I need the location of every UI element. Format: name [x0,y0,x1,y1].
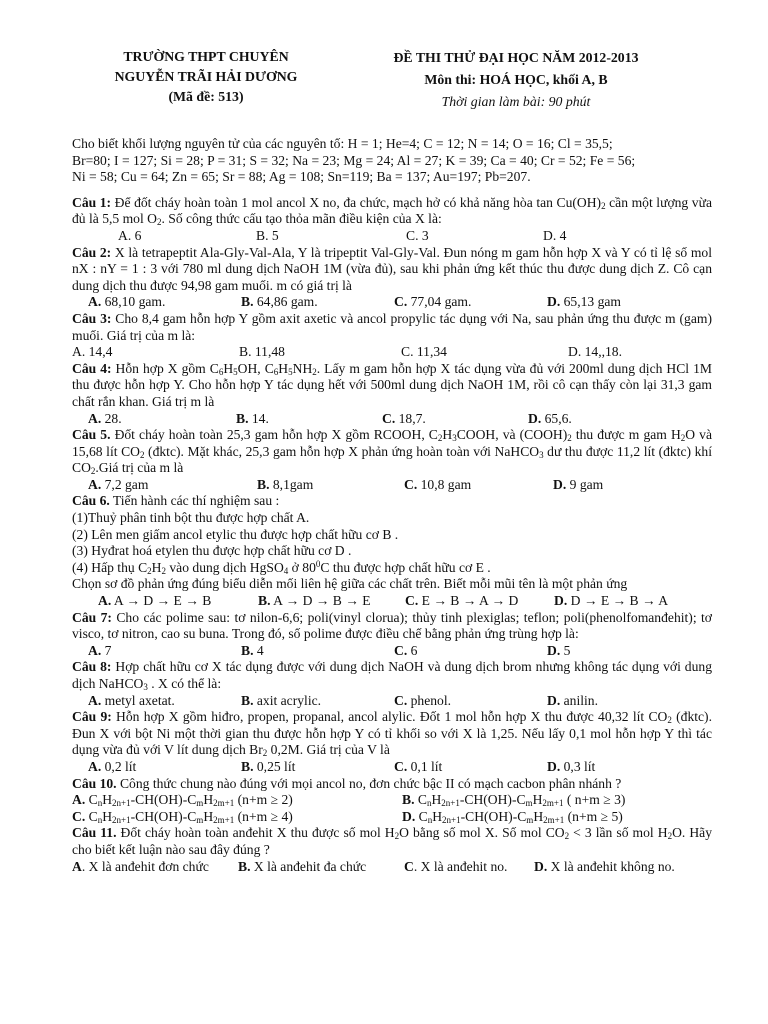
option-d[interactable] [402,809,623,826]
experiment-line: (2) Lên men giấm ancol etylic thu được hợp chất hữu cơ B . [72,526,399,542]
subscript: 2 [564,831,570,842]
option-label: B. [241,642,254,658]
option-label: B. [238,858,251,874]
option-b[interactable]: B. 5 [256,227,279,243]
option-d[interactable] [547,759,595,776]
question-4 [72,361,712,427]
question-text: Đốt cháy hoàn toàn anđehit X thu được số mol H [116,825,395,841]
question-label: Câu 4: [72,360,112,376]
option-text: X là anđehit đa chức [250,858,367,874]
option-b[interactable] [241,643,394,660]
option-d[interactable]: D. 14,,18. [568,344,622,360]
question-text: O và 15,68 lít CO [72,427,713,459]
option-label: B. [236,410,249,426]
atomic-mass-intro [72,136,712,186]
option-a[interactable] [98,593,258,610]
formula: H [432,808,443,824]
option-a[interactable] [88,477,257,494]
subscript: 2n+1 [441,798,460,809]
subscript: n [97,814,103,825]
option-label: C. [72,808,86,824]
exam-code: (Mã đề: 513) [168,89,244,104]
option-text: 0,2 lít [101,758,137,774]
question-5 [72,427,712,493]
option-text: 0,1 lít [407,758,443,774]
subscript: 5 [233,366,238,377]
option-label: B. [241,758,254,774]
intro-line: Cho biết khối lượng nguyên tử của các nguyên tố: H = 1; He=4; C = 12; N = 14; O = 16; Cl = 35,5; [72,136,613,151]
question-text: Cho 8,4 gam hỗn hợp Y gồm axit axetic và ancol propylic tác dụng với Na, sau phản ứng thu được m (gam) muối. Giá trị của m là: [72,310,712,343]
exam-title: ĐỀ THI THỬ ĐẠI HỌC NĂM 2012-2013 [393,50,639,65]
option-b[interactable] [258,593,405,610]
experiment-line: (1)Thuỷ phân tinh bột thu được hợp chất A. [72,510,310,526]
question-label: Câu 2: [72,244,112,260]
subscript: m [196,814,204,825]
option-label: D. [402,808,416,824]
option-text: 18,7. [395,410,426,426]
question-text: H [442,427,453,443]
option-text: 7,2 gam [101,476,149,492]
option-text: metyl axetat. [101,692,175,708]
formula: -CH(OH)-C [130,808,197,824]
option-text: 5 [560,642,571,658]
option-label: A. [88,692,102,708]
option-c[interactable] [72,809,402,826]
formula: H [102,808,113,824]
formula: C [414,792,427,808]
subscript: 2n+1 [112,814,131,825]
option-label: A. [88,410,102,426]
subscript: 2 [680,433,686,444]
subscript: n [427,814,433,825]
subscript: 2m+1 [213,798,235,809]
option-label: D. [553,476,567,492]
question-text: Hợp chất hữu cơ X tác dụng được với dung dịch NaOH và dung dịch brom nhưng không tác dụng với dung dịch NaHCO [72,659,712,691]
option-a[interactable]: A. 6 [118,227,142,243]
option-label: D. [528,410,542,426]
question-text: thu được m gam H [571,427,681,443]
exam-subject: Môn thi: HOÁ HỌC, khối A, B [424,72,608,87]
intro-line: Ni = 58; Cu = 64; Zn = 65; Sr = 88; Ag = 108; Sn=119; Ba = 137; Au=197; Pb=207. [72,169,531,185]
subscript: 3 [452,433,457,444]
option-label: B. [241,692,254,708]
question-text: Cho các polime sau: tơ nilon-6,6; poli(vinyl clorua); thủy tinh plexiglas; teflon; poli(phenolfomanđehit); tơ visco, tơ nitron, cao su buna. Trong đó, số polime được điều chế bằng phản ứng trùng hợp là: [72,609,712,642]
intro-line: Br=80; I = 127; Si = 28; P = 31; S = 32; Na = 23; Mg = 24; Al = 27; K = 39; Ca = 40; Cr = 52; Fe = 56; [72,152,636,168]
subscript: 2n+1 [112,798,131,809]
option-text: E → B → A → D [418,593,519,609]
option-text: 8,1gam [269,476,314,492]
question-text: O bằng số mol X. Số mol CO [399,825,565,841]
option-c[interactable] [394,759,547,776]
option-text: A → D → B → E [270,593,371,609]
subscript: 2 [567,433,572,444]
question-text: X là tetrapeptit Ala-Gly-Val-Ala, Y là tripeptit Val-Gly-Val. Đun nóng m gam hỗn hợp X và Y có tỉ lệ số mol nX : nY = 1 : 3 với 780 ml dung dịch NaOH 1M (vừa đủ), sau khi phản ứng kết thúc thu được dung dịch Z. Cô cạn dung dịch thu được 94,98 gam muối. m có giá trị là [72,244,712,293]
option-c[interactable] [405,593,554,610]
option-b[interactable] [241,294,394,311]
subscript: 2 [394,831,400,842]
question-2 [72,245,712,311]
question-text: Công thức chung nào đúng với mọi ancol no, đơn chức bậc II có mạch cacbon phân nhánh ? [116,775,622,791]
question-text: < 3 lần số mol H [569,825,668,841]
subscript: 5 [288,366,293,377]
option-c[interactable] [394,294,547,311]
question-6 [72,493,712,609]
option-text: ( n+m ≥ 3) [563,792,626,808]
option-label: C. [394,294,408,310]
question-text: ở 80 [288,559,316,575]
option-d[interactable] [547,693,598,710]
formula: C [85,808,98,824]
question-text: (đktc). Mặt khác, 25,3 gam hỗn hợp X phản ứng hoàn toàn với NaHCO [144,443,540,459]
option-a[interactable] [72,859,238,876]
option-d[interactable]: D. 4 [543,227,567,243]
option-c[interactable] [404,477,553,494]
option-d[interactable] [534,859,675,876]
option-label: D. [547,758,561,774]
option-text: axit acrylic. [253,692,322,708]
experiment-line [72,560,712,577]
subscript: 2m+1 [542,798,564,809]
option-text: D → E → B → A [567,593,669,609]
subscript: 2m+1 [213,814,235,825]
question-text: OH, C [237,360,274,376]
formula: H [203,792,214,808]
question-text: Hỗn hợp X gồm C [111,360,219,376]
option-text: phenol. [407,692,452,708]
question-text: . Số công thức cấu tạo thỏa mãn điều kiện của X là: [161,211,442,227]
option-b[interactable] [238,859,404,876]
subscript: m [196,798,204,809]
question-text: . X có thể là: [147,676,222,691]
subscript: 6 [273,366,279,377]
question-label: Câu 10. [72,775,117,791]
option-label: D. [554,593,568,609]
subscript: 2 [139,449,145,460]
formula: -CH(OH)-C [130,792,197,808]
question-text: (đktc). Đun X với bột Ni một thời gian thu được hỗn hợp Y có tỉ khối so với X là 1,25. Nếu lấy 0,1 mol hỗn hợp Y thì tác dụng vừa đủ với V lít dung dịch Br [72,709,712,758]
option-a[interactable] [88,759,241,776]
option-label: C. [404,476,418,492]
question-label: Câu 1: [72,194,112,210]
question-label: Câu 8: [72,659,112,675]
subscript: n [97,798,103,809]
option-text: 77,04 gam. [407,294,472,310]
subscript: 2 [90,466,96,477]
option-text: 0,25 lít [253,758,296,774]
option-text: A → D → E → B [111,593,212,609]
option-text: X là anđehit không no. [547,858,675,874]
option-text: (n+m ≥ 4) [234,808,293,824]
subscript: 2 [262,748,268,759]
option-label: B. [241,294,254,310]
question-text: O. Hãy cho biết kết luận nào sau đây đúng ? [72,825,712,857]
question-7 [72,610,712,660]
option-label: A. [88,758,102,774]
option-text: 28. [101,410,122,426]
question-text: H [223,360,234,376]
option-label: D. [534,858,548,874]
option-text: 7 [101,642,112,658]
option-label: A. [88,294,102,310]
option-b[interactable] [236,411,382,428]
option-text: 64,86 gam. [253,294,318,310]
exam-body [72,136,712,875]
option-label: D. [547,692,561,708]
question-text: NH [292,360,313,376]
option-d[interactable] [547,294,621,311]
subscript: 3 [539,449,544,460]
option-text: 14. [248,410,269,426]
question-label: Câu 11. [72,825,117,841]
option-c[interactable]: C. 11,34 [401,344,447,360]
question-text: C thu được hợp chất hữu cơ E . [320,559,491,575]
subscript: n [426,798,432,809]
subscript: m [526,814,534,825]
exam-time: Thời gian làm bài: 90 phút [441,94,591,109]
formula: H [203,808,214,824]
subscript: 2 [667,715,672,726]
question-text: Để đốt cháy hoàn toàn 1 mol ancol X no, đa chức, mạch hở có khả năng hòa tan Cu(OH) [111,194,602,210]
question-10 [72,776,712,826]
option-text: 68,10 gam. [101,294,166,310]
option-a[interactable] [88,693,241,710]
option-a[interactable]: A. 14,4 [72,344,113,360]
option-a[interactable] [88,294,241,311]
question-9 [72,709,712,775]
subscript: 2 [156,217,162,228]
option-text: 65,13 gam [560,294,622,310]
subscript: 2m+1 [543,814,565,825]
option-text: 6 [407,642,418,658]
subscript: 4 [283,565,289,576]
option-label: C [404,858,414,874]
option-d[interactable] [528,411,572,428]
option-label: D. [547,294,561,310]
question-text: .Giá trị của m là [95,460,184,476]
subscript: 2n+1 [442,814,461,825]
option-text: (n+m ≥ 5) [564,808,623,824]
option-b[interactable] [241,759,394,776]
option-label: B. [258,593,271,609]
option-label: A. [98,593,112,609]
question-label: Câu 3: [72,310,112,326]
subscript: 2 [312,366,317,377]
school-name-line2: NGUYỄN TRÃI HẢI DƯƠNG [114,69,298,84]
option-text: 10,8 gam [417,476,472,492]
formula: -CH(OH)-C [460,808,527,824]
subscript: m [525,798,533,809]
question-1 [72,195,712,245]
option-c[interactable] [394,693,547,710]
option-c[interactable]: C. 3 [406,227,429,243]
option-d[interactable] [554,593,668,610]
option-label: C. [382,410,396,426]
formula: C [415,808,428,824]
experiment-line: (3) Hyđrat hoá etylen thu được hợp chất hữu cơ D . [72,543,352,559]
option-b[interactable] [257,477,404,494]
option-text: . X là anđehit đơn chức [81,858,209,874]
option-label: C. [405,593,419,609]
question-3 [72,311,712,361]
question-text: Đốt cháy hoàn toàn 25,3 gam hỗn hợp X gồm RCOOH, C [110,427,438,443]
option-text: (n+m ≥ 2) [234,792,293,808]
subscript: 6 [218,366,224,377]
option-text: . X là anđehit no. [413,858,508,874]
question-text: . Lấy m gam hỗn hợp X tác dụng vừa đủ với 200ml dung dịch HCl 1M thu được hỗn hợp Y. Cho hỗn hợp Y tác dụng hết với 500ml dung dịch NaOH 1M, rồi cô cạn thấy còn lại 31,3 gam chất rắn khan. Giá trị m là [72,360,712,409]
question-11 [72,825,712,875]
subscript: 3 [143,682,148,692]
question-text: H [278,360,289,376]
option-label: C. [394,758,408,774]
option-a[interactable] [88,643,241,660]
question-text: Hỗn hợp X gồm hiđro, propen, propanal, ancol alylic. Đốt 1 mol hỗn hợp X thu được 40,32 lít CO [111,709,668,725]
formula: -CH(OH)-C [459,792,526,808]
question-text: dư thu được 11,2 lít (đktc) khí CO [72,443,713,476]
option-c[interactable] [404,859,534,876]
question-text: Chọn sơ đồ phản ứng đúng biểu diễn mối liên hệ giữa các chất trên. Biết mỗi mũi tên là một phản ứng [72,576,628,592]
exam-header [362,47,670,113]
option-text: 65,6. [541,410,572,426]
subscript: 2 [667,831,673,842]
option-label: B. [257,476,270,492]
option-a[interactable] [88,411,236,428]
question-text: vào dung dịch HgSO [165,559,284,575]
question-text: COOH, và (COOH) [456,427,568,443]
option-d[interactable] [553,477,603,494]
option-text: 4 [253,642,264,658]
question-text: Tiến hành các thí nghiệm sau : [109,493,280,509]
question-text: (4) Hấp thụ C [72,559,148,575]
subscript: 2 [437,433,443,444]
subscript: 2 [601,200,606,211]
question-label: Câu 5. [72,427,111,443]
formula: H [532,792,543,808]
question-text: 0,2M. Giá trị của V là [267,742,390,758]
formula: C [85,792,98,808]
option-label: D. [547,642,561,658]
formula: H [431,792,442,808]
school-name-line1: TRƯỜNG THPT CHUYÊN [123,49,289,64]
option-a[interactable] [72,792,402,809]
option-b[interactable] [402,792,625,809]
question-text: H [151,559,162,575]
option-label: A. [72,792,86,808]
option-c[interactable] [394,643,547,660]
question-8 [72,659,712,709]
school-header [86,47,326,107]
question-label: Câu 6. [72,493,110,509]
question-label: Câu 9: [72,709,112,725]
option-label: A. [88,476,102,492]
subscript: 2 [161,565,166,576]
option-c[interactable] [382,411,528,428]
subscript: 2 [147,565,152,576]
superscript: 0 [315,558,321,569]
option-label: A [72,858,82,874]
option-text: anilin. [560,692,598,708]
option-label: C. [394,692,408,708]
option-b[interactable] [241,693,394,710]
option-label: B. [402,792,415,808]
option-label: C. [394,642,408,658]
question-label: Câu 7: [72,609,112,625]
option-text: 0,3 lít [560,758,596,774]
option-d[interactable] [547,643,570,660]
question-text: cần một lượng vừa đủ là 5,5 mol O [72,194,713,227]
formula: H [102,792,113,808]
option-b[interactable]: B. 11,48 [239,344,285,360]
formula: H [533,808,544,824]
option-label: A. [88,642,102,658]
option-text: 9 gam [566,476,604,492]
